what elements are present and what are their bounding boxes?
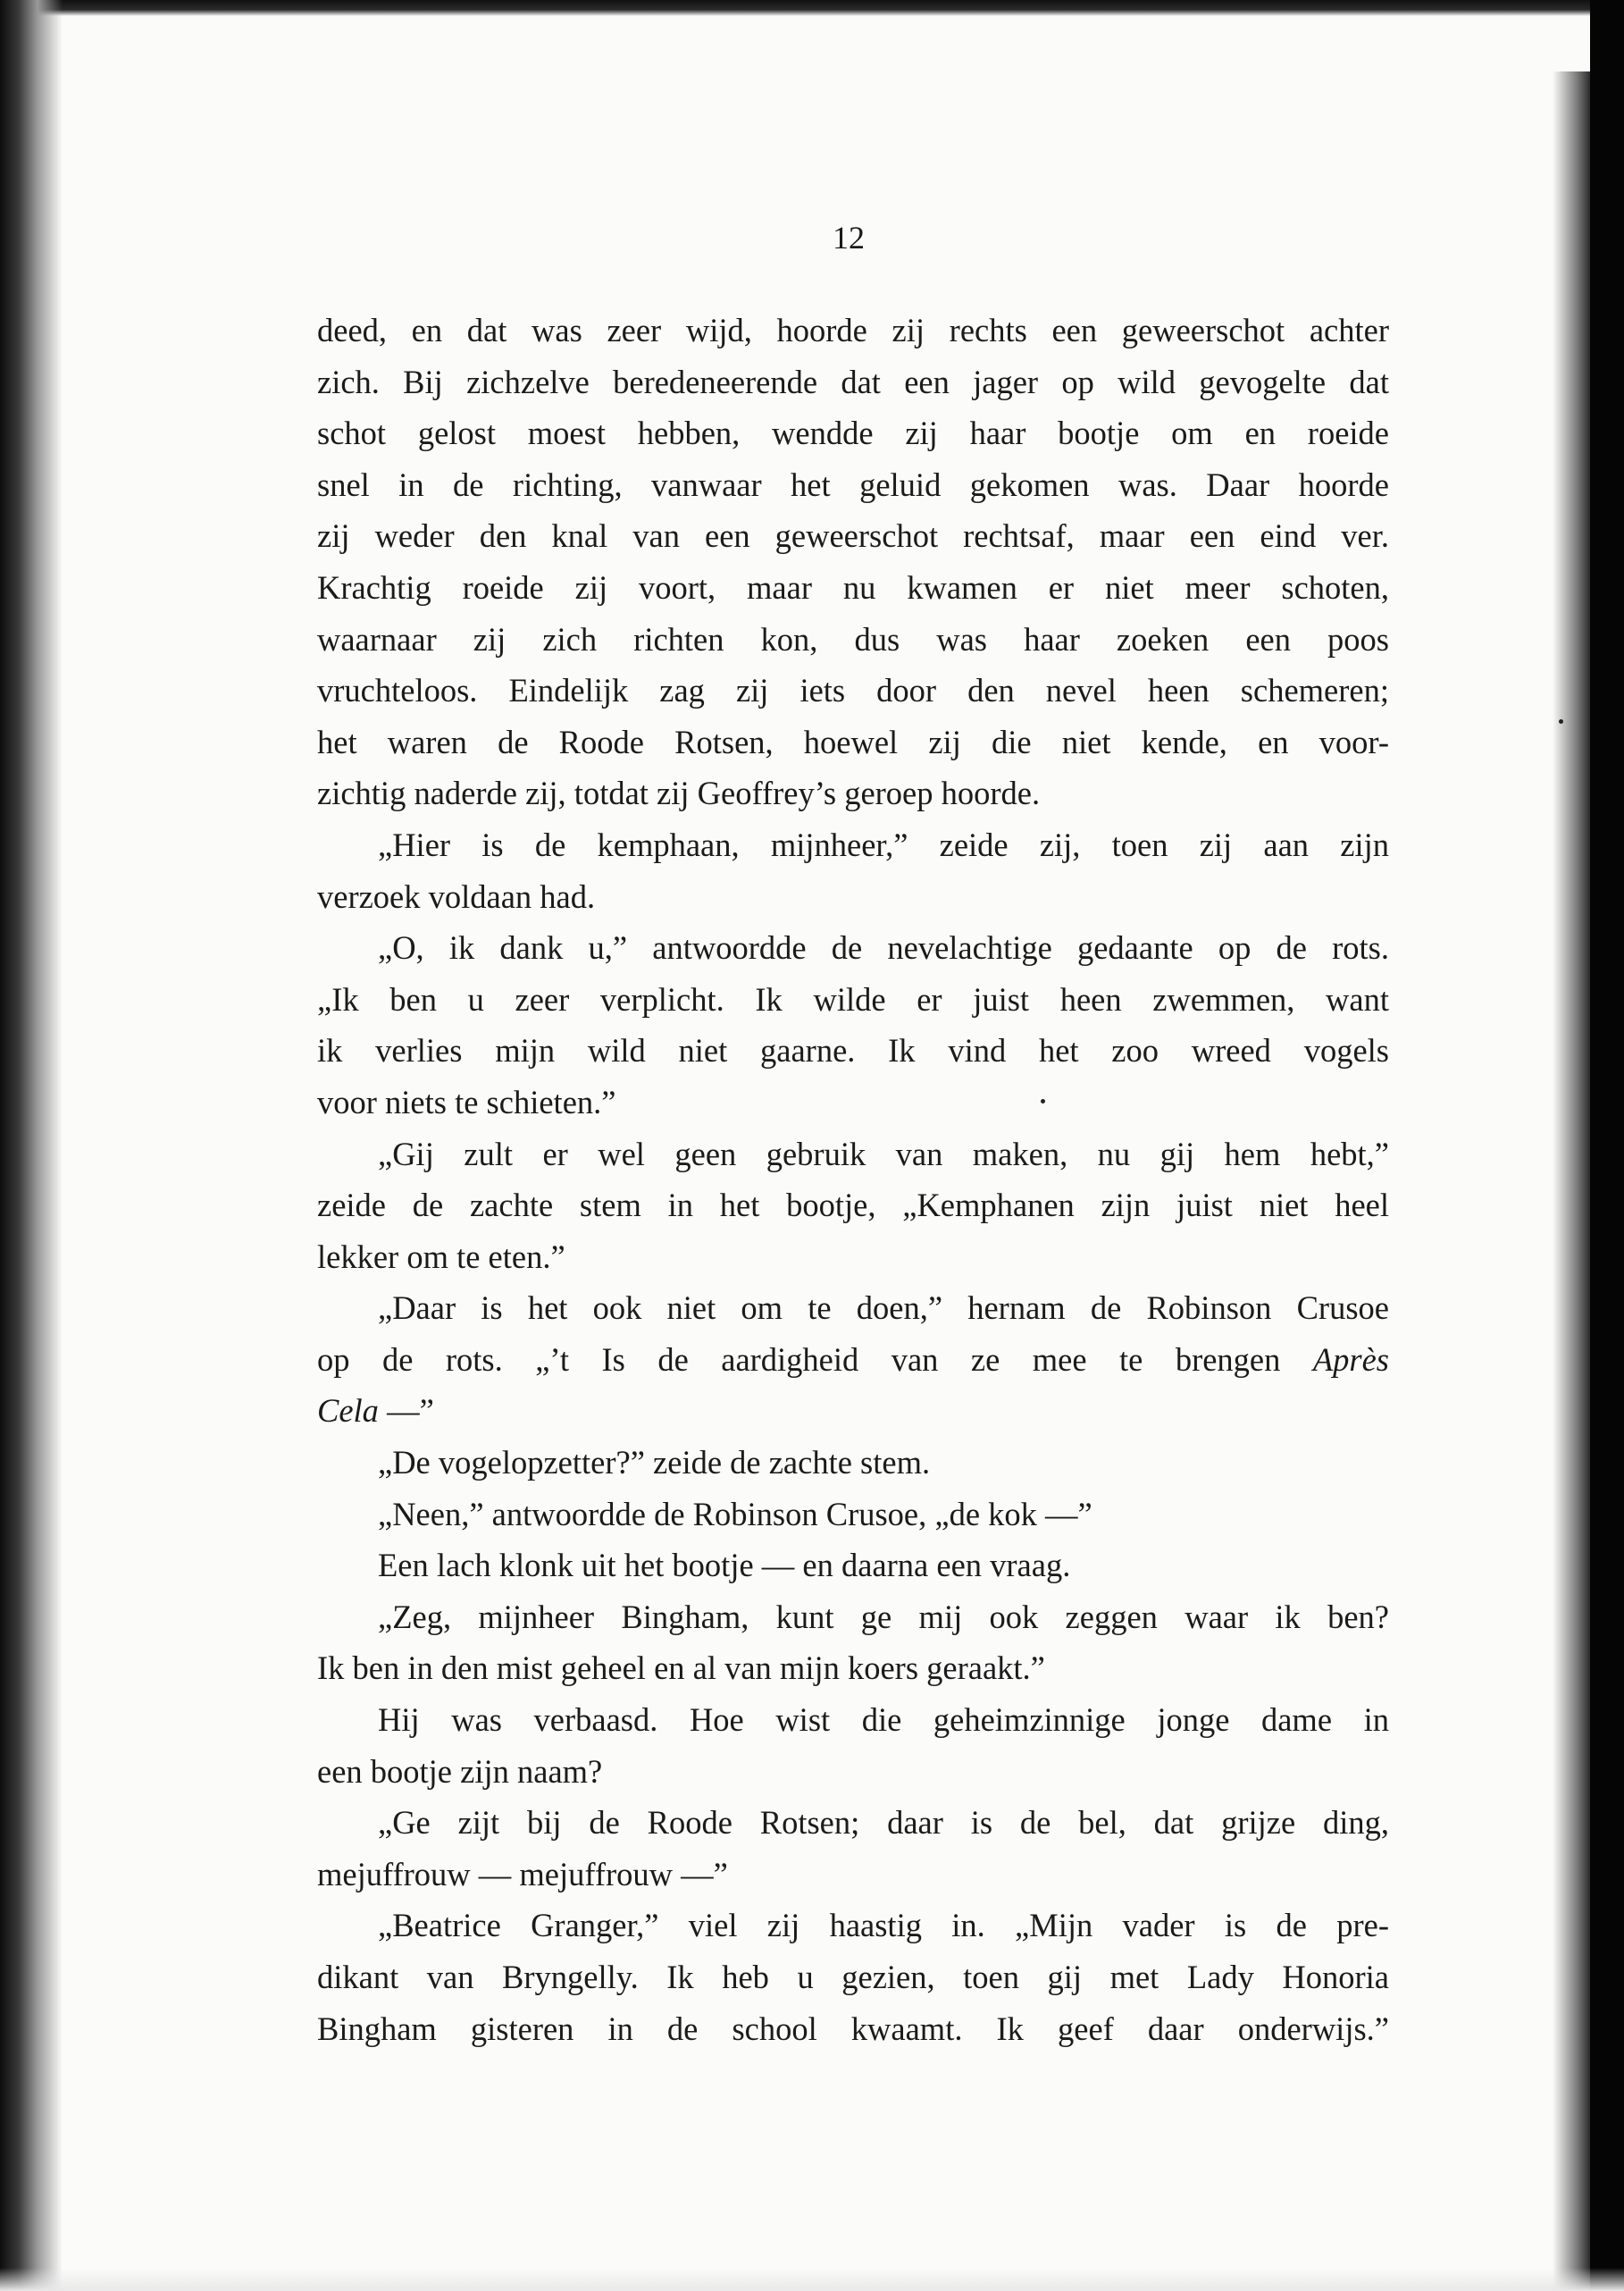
text-line: Bingham gisteren in de school kwaamt. Ik geef daar onderwijs.” <box>317 2010 1389 2047</box>
text-line: mejuffrouw — mejuffrouw —” <box>317 1855 728 1892</box>
text-line: dikant van Bryngelly. Ik heb u gezien, toen gij met Lady Honoria <box>317 1959 1389 1995</box>
page-number: 12 <box>833 220 865 256</box>
text-line: zeide de zachte stem in het bootje, „Kemphanen zijn juist niet heel <box>317 1187 1389 1224</box>
text-line: zich. Bij zichzelve beredeneerende dat een jager op wild gevogelte dat <box>317 363 1389 400</box>
italic-text: Après <box>1312 1340 1389 1378</box>
text-line: „Daar is het ook niet om te doen,” hernam de Robinson Crusoe <box>378 1289 1389 1327</box>
text-line: Een lach klonk uit het bootje — en daarna een vraag. <box>378 1547 1071 1584</box>
text-line: „Gij zult er wel geen gebruik van maken, nu gij hem hebt,” <box>378 1135 1389 1172</box>
text-line: deed, en dat was zeer wijd, hoorde zij rechts een geweerschot achter <box>317 312 1389 348</box>
text-line: „De vogelopzetter?” zeide de zachte stem. <box>378 1444 931 1481</box>
scan-edge-right-shadow <box>1553 71 1590 2291</box>
text-line: snel in de richting, vanwaar het geluid gekomen was. Daar hoorde <box>317 466 1389 503</box>
text-line: „Ge zijt bij de Roode Rotsen; daar is de bel, dat grijze ding, <box>378 1804 1389 1842</box>
text-line: Krachtig roeide zij voort, maar nu kwamen er niet meer schoten, <box>317 568 1389 606</box>
text-line: „O, ik dank u,” antwoordde de nevelachtige gedaante op de rots. <box>378 929 1389 967</box>
text-line: lekker om te eten.” <box>317 1238 565 1275</box>
text-line: Ik ben in den mist geheel en al van mijn koers geraakt.” <box>317 1649 1045 1687</box>
scan-edge-left <box>0 0 63 2291</box>
text-line: het waren de Roode Rotsen, hoewel zij die niet kende, en voor- <box>317 723 1389 760</box>
text-line: „Zeg, mijnheer Bingham, kunt ge mij ook zeggen waar ik ben? <box>378 1598 1389 1635</box>
text-line: „Hier is de kemphaan, mijnheer,” zeide zij, toen zij aan zijn <box>378 826 1389 863</box>
text-line: Hij was verbaasd. Hoe wist die geheimzinnige jonge dame in <box>378 1701 1389 1739</box>
text-line: „Neen,” antwoordde de Robinson Crusoe, „de kok —” <box>378 1495 1092 1532</box>
text-line <box>317 1385 1389 1437</box>
text-line <box>317 1334 1389 1386</box>
text-line: voor niets te schieten.” <box>317 1083 616 1120</box>
scan-edge-top <box>0 0 1624 16</box>
text-line: zichtig naderde zij, totdat zij Geoffrey’s geroep hoorde. <box>317 775 1041 812</box>
body-text <box>317 305 1389 2054</box>
ink-speck <box>1559 719 1563 724</box>
text-line: verzoek voldaan had. <box>317 877 596 915</box>
text-line: een bootje zijn naam? <box>317 1752 603 1790</box>
text-segment: —” <box>387 1392 434 1430</box>
scan-edge-right <box>1590 0 1624 2291</box>
text-line: „Beatrice Granger,” viel zij haastig in. „Mijn vader is de pre- <box>378 1907 1389 1944</box>
text-line: ik verlies mijn wild niet gaarne. Ik vind het zoo wreed vogels <box>317 1032 1389 1070</box>
text-segment: op de rots. „’t Is de aardigheid van ze mee te brengen <box>317 1340 1281 1378</box>
text-line: „Ik ben u zeer verplicht. Ik wilde er juist heen zwemmen, want <box>317 980 1389 1018</box>
text-line: zij weder den knal van een geweerschot rechtsaf, maar een eind ver. <box>317 517 1389 555</box>
scan-edge-bottom <box>0 2268 1624 2291</box>
text-line: vruchteloos. Eindelijk zag zij iets door den nevel heen schemeren; <box>317 672 1389 709</box>
italic-text: Cela <box>317 1392 379 1430</box>
text-line: waarnaar zij zich richten kon, dus was haar zoeken een poos <box>317 620 1389 658</box>
text-line: schot gelost moest hebben, wendde zij haar bootje om en roeide <box>317 415 1389 452</box>
